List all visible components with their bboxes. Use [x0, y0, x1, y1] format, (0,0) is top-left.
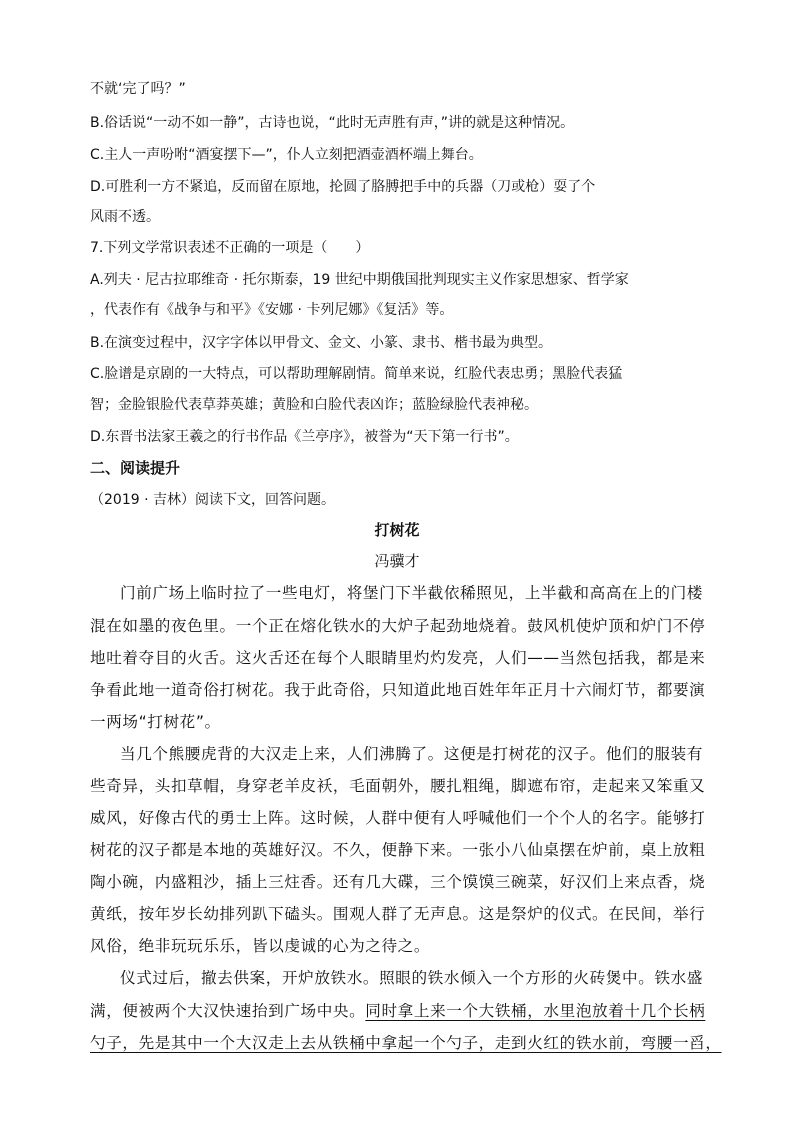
passage-line: 混在如墨的夜色里。一个正在熔化铁水的大炉子起劲地烧着。鼓风机使炉顶和炉门不停	[90, 617, 706, 635]
q7-option-c-line: C.脸谱是京剧的一大特点，可以帮助理解剧情。简单来说，红脸代表忠勇；黑脸代表猛	[90, 366, 623, 382]
passage-line: 陶小碗，内盛粗沙，插上三炷香。还有几大碟，三个馍馍三碗菜，好汉们上来点香，烧	[90, 873, 706, 891]
passage-line: 威风，好像古代的勇士上阵。这时候，人群中便有人呼喊他们一个个人的名字。能够打	[90, 809, 706, 827]
passage-author: 冯骥才	[374, 552, 420, 570]
passage-line: 一两场“打树花”。	[90, 713, 221, 731]
passage-line-mixed	[90, 1001, 705, 1021]
passage-segment: 满，便被两个大汉快速抬到广场中央。	[90, 1002, 366, 1020]
q7-option-a-line-2: ，代表作有《战争与和平》《安娜 · 卡列尼娜》《复活》等。	[90, 302, 454, 318]
option-d-line: D.可胜利一方不紧追，反而留在原地，抡圆了胳膊把手中的兵器（刀或枪）耍了个	[90, 179, 596, 195]
passage-line: 仪式过后，撤去供案，开炉放铁水。照眼的铁水倾入一个方形的火砖煲中。铁水盛	[120, 969, 703, 987]
option-c-line: C.主人一声吩咐“酒宴摆下—”，仆人立刻把酒壶酒杯端上舞台。	[90, 147, 483, 163]
passage-line: 地吐着夺目的火舌。这火舌还在每个人眼睛里灼灼发亮，人们——当然包括我，都是来	[90, 649, 706, 667]
q7-option-d-line: D.东晋书法家王羲之的行书作品《兰亭序》，被誉为“天下第一行书”。	[90, 429, 519, 445]
passage-line: 树花的汉子都是本地的英雄好汉。不久，便静下来。一张小八仙桌摆在炉前，桌上放粗	[90, 841, 706, 859]
passage-line: 当几个熊腰虎背的大汉走上来，人们沸腾了。这便是打树花的汉子。他们的服装有	[120, 745, 703, 763]
question-line-continuation: 不就‘完了吗？”	[90, 81, 186, 97]
section-heading: 二、阅读提升	[90, 459, 181, 477]
source-line: （2019 · 吉林）阅读下文，回答问题。	[90, 492, 335, 508]
question-7-stem: 7.下列文学常识表述不正确的一项是（ ）	[90, 240, 370, 256]
q7-option-a-line: A.列夫 · 尼古拉耶维奇 · 托尔斯泰，19 世纪中期俄国批判现实主义作家思想家、哲学家	[90, 272, 629, 288]
passage-title: 打树花	[374, 521, 420, 539]
passage-line: 黄纸，按年岁长幼排列趴下磕头。围观人群了无声息。这是祭炉的仪式。在民间，举行	[90, 905, 706, 923]
passage-line: 些奇异，头扣草帽，身穿老羊皮袄，毛面朝外，腰扎粗绳，脚遮布帘，走起来又笨重又	[90, 777, 706, 795]
passage-line: 风俗，绝非玩玩乐乐，皆以虔诚的心为之待之。	[90, 937, 431, 955]
option-b-line: B.俗话说“一动不如一静”，古诗也说，“此时无声胜有声，”讲的就是这种情况。	[90, 115, 575, 131]
passage-line: 争看此地一道奇俗打树花。我于此奇俗，只知道此地百姓年年正月十六闹灯节，都要演	[90, 681, 706, 699]
q7-option-b-line: B.在演变过程中，汉字字体以甲骨文、金文、小篆、隶书、楷书最为典型。	[90, 335, 553, 351]
underlined-passage-segment: 同时拿上来一个大铁桶，水里泡放着十几个长柄	[365, 1002, 706, 1020]
q7-option-c-line-2: 智；金脸银脸代表草莽英雄；黄脸和白脸代表凶诈；蓝脸绿脸代表神秘。	[90, 397, 538, 413]
passage-line: 门前广场上临时拉了一些电灯，将堡门下半截依稀照见，上半截和高高在上的门楼	[120, 584, 703, 602]
option-d-line-2: 风雨不透。	[90, 209, 160, 225]
underlined-passage-line: 勺子，先是其中一个大汉走上去从铁桶中拿起一个勺子，走到火红的铁水前，弯腰一舀，	[90, 1034, 722, 1052]
